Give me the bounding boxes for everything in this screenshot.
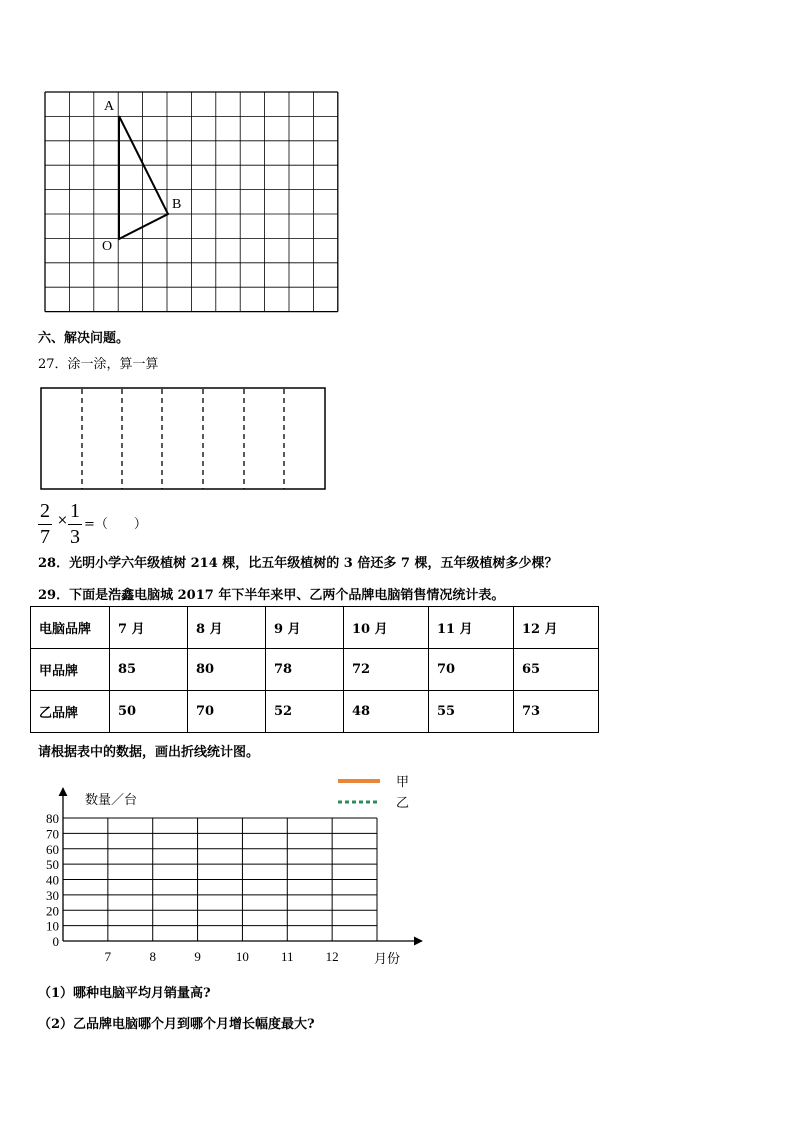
x-tick-label: 9 — [194, 949, 201, 964]
y-tick-label: 60 — [46, 841, 59, 857]
strip-rectangle — [40, 387, 328, 493]
table-cell: 70 — [429, 649, 514, 691]
table-cell: 55 — [429, 691, 514, 733]
fraction-2-7 — [38, 500, 52, 549]
table-row — [31, 691, 599, 733]
table-cell: 72 — [344, 649, 429, 691]
y-tick-label: 40 — [46, 872, 59, 888]
table-cell: 电脑品牌 — [31, 607, 110, 649]
table-cell: 8 月 — [188, 607, 266, 649]
table-cell: 80 — [188, 649, 266, 691]
legend-label: 乙 — [396, 795, 410, 810]
q28-text: 28．光明小学六年级植树 214 棵，比五年级植树的 3 倍还多 7 棵，五年级植树多少棵？ — [38, 556, 558, 571]
grid-lines — [45, 92, 338, 312]
y-tick-label: 80 — [46, 811, 59, 826]
y-tick-label: 30 — [46, 887, 59, 903]
fraction-numerator: 2 — [40, 500, 50, 522]
x-tick-label: 10 — [235, 949, 249, 964]
y-tick-label: 50 — [46, 857, 59, 873]
table-cell: 10 月 — [344, 607, 429, 649]
table-cell: 11 月 — [429, 607, 514, 649]
q29-title: 29．下面是浩鑫电脑城 2017 年下半年来甲、乙两个品牌电脑销售情况统计表。 — [38, 588, 505, 603]
grid-figure — [40, 88, 344, 316]
table-cell: 12 月 — [514, 607, 599, 649]
sales-table — [30, 606, 599, 733]
q29-instruction: 请根据表中的数据，画出折线统计图。 — [38, 745, 260, 760]
x-tick-label: 12 — [325, 949, 339, 964]
table-cell: 85 — [110, 649, 188, 691]
x-tick-label: 7 — [104, 949, 112, 964]
fraction-denominator: 3 — [70, 526, 80, 548]
table-cell: 48 — [344, 691, 429, 733]
legend-label: 甲 — [396, 774, 410, 789]
table-cell: 9 月 — [266, 607, 344, 649]
table-cell: 65 — [514, 649, 599, 691]
table-cell: 甲品牌 — [31, 649, 110, 691]
section-title: 六、解决问题。 — [38, 331, 130, 346]
times-sign: × — [57, 513, 68, 528]
table-cell: 70 — [188, 691, 266, 733]
point-label-a: A — [104, 99, 115, 114]
table-cell: 7 月 — [110, 607, 188, 649]
x-axis-label: 月份 — [374, 951, 401, 966]
y-tick-label: 10 — [46, 918, 59, 934]
triangle-aob — [119, 116, 168, 239]
equals-blank: =（ ） — [84, 517, 147, 532]
point-label-b: B — [172, 197, 182, 212]
table-cell: 78 — [266, 649, 344, 691]
line-chart — [30, 766, 430, 971]
fraction-1-3 — [68, 500, 82, 549]
q27-title: 27．涂一涂，算一算 — [38, 357, 159, 372]
q29-sub2: （2）乙品牌电脑哪个月到哪个月增长幅度最大? — [38, 1017, 315, 1032]
x-tick-label: 8 — [149, 949, 156, 964]
y-tick-label: 0 — [52, 934, 59, 949]
y-axis-label: 数量／台 — [85, 792, 138, 807]
chart-plot — [46, 788, 422, 966]
fraction-numerator: 1 — [70, 500, 80, 522]
table-row — [31, 649, 599, 691]
table-cell: 73 — [514, 691, 599, 733]
y-tick-label: 70 — [46, 826, 59, 842]
x-tick-label: 11 — [281, 949, 294, 964]
table-header-row — [31, 607, 599, 649]
fraction-denominator: 7 — [40, 526, 50, 548]
table-cell: 50 — [110, 691, 188, 733]
chart-legend — [338, 774, 409, 810]
y-tick-label: 20 — [46, 903, 59, 919]
q29-sub1: （1）哪种电脑平均月销量高? — [38, 986, 211, 1001]
table-cell: 乙品牌 — [31, 691, 110, 733]
table-cell: 52 — [266, 691, 344, 733]
point-label-o: O — [102, 239, 113, 254]
